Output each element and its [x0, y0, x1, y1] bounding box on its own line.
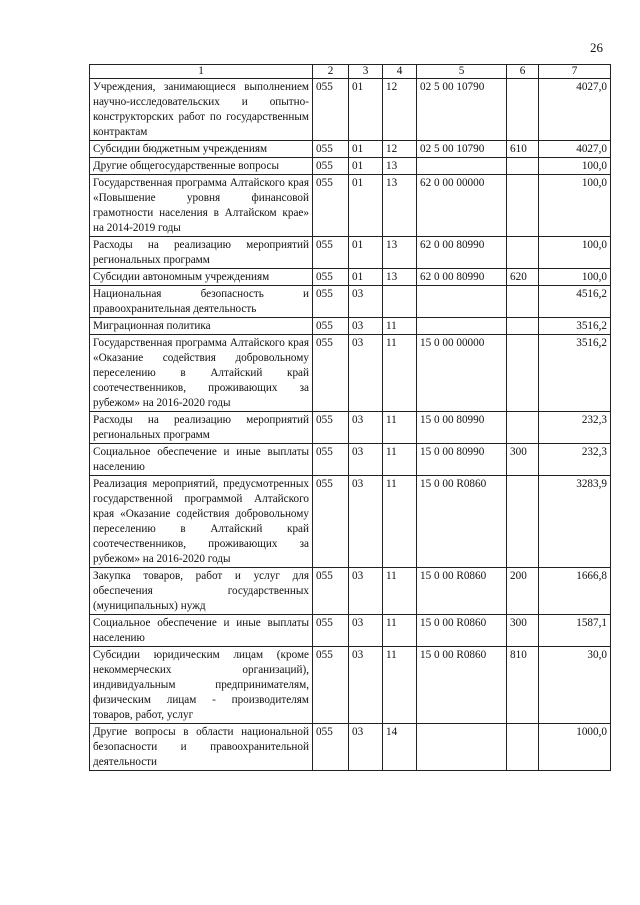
table-row	[90, 615, 611, 647]
ministry-code-cell: 055	[313, 615, 349, 647]
subsection-code-cell: 11	[383, 335, 417, 412]
page-number: 26	[590, 40, 603, 55]
expense-name-cell: Национальная безопасность и правоохранительная деятельность	[90, 286, 313, 318]
table-body	[90, 79, 611, 771]
subsection-code-cell: 11	[383, 615, 417, 647]
ministry-code-cell: 055	[313, 444, 349, 476]
ministry-code-cell: 055	[313, 724, 349, 771]
ministry-code-cell: 055	[313, 141, 349, 158]
ministry-code-cell: 055	[313, 476, 349, 568]
column-header: 3	[349, 65, 383, 79]
target-article-cell: 15 0 00 R0860	[417, 568, 507, 615]
expense-name-cell: Расходы на реализацию мероприятий региональных программ	[90, 412, 313, 444]
expense-type-cell: 810	[507, 647, 539, 724]
subsection-code-cell: 12	[383, 141, 417, 158]
subsection-code-cell: 13	[383, 158, 417, 175]
subsection-code-cell: 11	[383, 476, 417, 568]
amount-cell: 3516,2	[539, 318, 611, 335]
ministry-code-cell: 055	[313, 335, 349, 412]
amount-cell: 100,0	[539, 269, 611, 286]
table-row	[90, 647, 611, 724]
amount-cell: 4027,0	[539, 141, 611, 158]
amount-cell: 100,0	[539, 158, 611, 175]
expense-name-cell: Расходы на реализацию мероприятий региональных программ	[90, 237, 313, 269]
expense-name-cell: Субсидии автономным учреждениям	[90, 269, 313, 286]
expense-type-cell: 300	[507, 444, 539, 476]
expense-name-cell: Реализация мероприятий, предусмотренных государственной программой Алтайского края «Оказание содействия добровольному переселению в Алтайский край соотечественников, проживающих за рубежом» на 2016-2020 годы	[90, 476, 313, 568]
amount-cell: 3516,2	[539, 335, 611, 412]
section-code-cell: 01	[349, 269, 383, 286]
ministry-code-cell: 055	[313, 647, 349, 724]
ministry-code-cell: 055	[313, 175, 349, 237]
expense-name-cell: Другие общегосударственные вопросы	[90, 158, 313, 175]
table-row	[90, 158, 611, 175]
section-code-cell: 03	[349, 724, 383, 771]
expense-name-cell: Учреждения, занимающиеся выполнением научно-исследовательских и опытно-конструкторских работ по государственным контрактам	[90, 79, 313, 141]
section-code-cell: 01	[349, 175, 383, 237]
expense-type-cell	[507, 237, 539, 269]
ministry-code-cell: 055	[313, 318, 349, 335]
amount-cell: 1000,0	[539, 724, 611, 771]
expense-type-cell	[507, 724, 539, 771]
target-article-cell: 15 0 00 00000	[417, 335, 507, 412]
subsection-code-cell	[383, 286, 417, 318]
expense-name-cell: Государственная программа Алтайского края «Повышение уровня финансовой грамотности населения в Алтайском крае» на 2014-2019 годы	[90, 175, 313, 237]
section-code-cell: 03	[349, 286, 383, 318]
subsection-code-cell: 13	[383, 269, 417, 286]
amount-cell: 3283,9	[539, 476, 611, 568]
expense-name-cell: Социальное обеспечение и иные выплаты населению	[90, 615, 313, 647]
section-code-cell: 03	[349, 444, 383, 476]
expense-type-cell	[507, 412, 539, 444]
expense-type-cell	[507, 79, 539, 141]
expense-type-cell	[507, 318, 539, 335]
column-header: 2	[313, 65, 349, 79]
subsection-code-cell: 11	[383, 318, 417, 335]
target-article-cell: 15 0 00 R0860	[417, 647, 507, 724]
ministry-code-cell: 055	[313, 286, 349, 318]
ministry-code-cell: 055	[313, 237, 349, 269]
amount-cell: 4516,2	[539, 286, 611, 318]
section-code-cell: 03	[349, 412, 383, 444]
table-row	[90, 724, 611, 771]
target-article-cell: 62 0 00 00000	[417, 175, 507, 237]
amount-cell: 100,0	[539, 237, 611, 269]
table-row	[90, 286, 611, 318]
expense-name-cell: Государственная программа Алтайского края «Оказание содействия добровольному переселению в Алтайский край соотечественников, проживающих за рубежом» на 2016-2020 годы	[90, 335, 313, 412]
section-code-cell: 01	[349, 141, 383, 158]
section-code-cell: 03	[349, 335, 383, 412]
amount-cell: 30,0	[539, 647, 611, 724]
expense-name-cell: Закупка товаров, работ и услуг для обеспечения государственных (муниципальных) нужд	[90, 568, 313, 615]
expense-type-cell: 300	[507, 615, 539, 647]
target-article-cell: 15 0 00 R0860	[417, 615, 507, 647]
expense-name-cell: Миграционная политика	[90, 318, 313, 335]
table-row	[90, 175, 611, 237]
budget-table	[89, 64, 611, 771]
table-row	[90, 335, 611, 412]
table-row	[90, 444, 611, 476]
column-header: 7	[539, 65, 611, 79]
target-article-cell	[417, 318, 507, 335]
target-article-cell: 02 5 00 10790	[417, 79, 507, 141]
table-row	[90, 568, 611, 615]
column-header: 4	[383, 65, 417, 79]
expense-type-cell	[507, 158, 539, 175]
subsection-code-cell: 11	[383, 444, 417, 476]
subsection-code-cell: 13	[383, 237, 417, 269]
column-header: 6	[507, 65, 539, 79]
section-code-cell: 03	[349, 568, 383, 615]
section-code-cell: 01	[349, 237, 383, 269]
expense-type-cell	[507, 335, 539, 412]
ministry-code-cell: 055	[313, 269, 349, 286]
section-code-cell: 03	[349, 318, 383, 335]
amount-cell: 1666,8	[539, 568, 611, 615]
section-code-cell: 03	[349, 647, 383, 724]
ministry-code-cell: 055	[313, 158, 349, 175]
target-article-cell: 02 5 00 10790	[417, 141, 507, 158]
section-code-cell: 03	[349, 615, 383, 647]
target-article-cell: 62 0 00 80990	[417, 269, 507, 286]
target-article-cell: 15 0 00 80990	[417, 412, 507, 444]
amount-cell: 1587,1	[539, 615, 611, 647]
expense-type-cell: 200	[507, 568, 539, 615]
subsection-code-cell: 11	[383, 568, 417, 615]
subsection-code-cell: 11	[383, 647, 417, 724]
expense-type-cell: 610	[507, 141, 539, 158]
table-header	[90, 65, 611, 79]
table-row	[90, 476, 611, 568]
expense-name-cell: Социальное обеспечение и иные выплаты населению	[90, 444, 313, 476]
subsection-code-cell: 14	[383, 724, 417, 771]
table-row	[90, 141, 611, 158]
expense-type-cell	[507, 286, 539, 318]
ministry-code-cell: 055	[313, 79, 349, 141]
table-row	[90, 237, 611, 269]
expense-type-cell: 620	[507, 269, 539, 286]
target-article-cell: 62 0 00 80990	[417, 237, 507, 269]
target-article-cell: 15 0 00 80990	[417, 444, 507, 476]
table-row	[90, 269, 611, 286]
column-header: 5	[417, 65, 507, 79]
ministry-code-cell: 055	[313, 568, 349, 615]
amount-cell: 232,3	[539, 444, 611, 476]
section-code-cell: 03	[349, 476, 383, 568]
column-header: 1	[90, 65, 313, 79]
target-article-cell	[417, 724, 507, 771]
expense-name-cell: Субсидии юридическим лицам (кроме некоммерческих организаций), индивидуальным предпринимателям, физическим лицам - производителям товаров, работ, услуг	[90, 647, 313, 724]
section-code-cell: 01	[349, 158, 383, 175]
amount-cell: 232,3	[539, 412, 611, 444]
expense-name-cell: Субсидии бюджетным учреждениям	[90, 141, 313, 158]
expense-type-cell	[507, 476, 539, 568]
expense-type-cell	[507, 175, 539, 237]
amount-cell: 4027,0	[539, 79, 611, 141]
header-row	[90, 65, 611, 79]
subsection-code-cell: 13	[383, 175, 417, 237]
table-row	[90, 318, 611, 335]
subsection-code-cell: 11	[383, 412, 417, 444]
target-article-cell: 15 0 00 R0860	[417, 476, 507, 568]
table-row	[90, 79, 611, 141]
table-row	[90, 412, 611, 444]
expense-name-cell: Другие вопросы в области национальной безопасности и правоохранительной деятельности	[90, 724, 313, 771]
target-article-cell	[417, 286, 507, 318]
target-article-cell	[417, 158, 507, 175]
subsection-code-cell: 12	[383, 79, 417, 141]
amount-cell: 100,0	[539, 175, 611, 237]
ministry-code-cell: 055	[313, 412, 349, 444]
section-code-cell: 01	[349, 79, 383, 141]
